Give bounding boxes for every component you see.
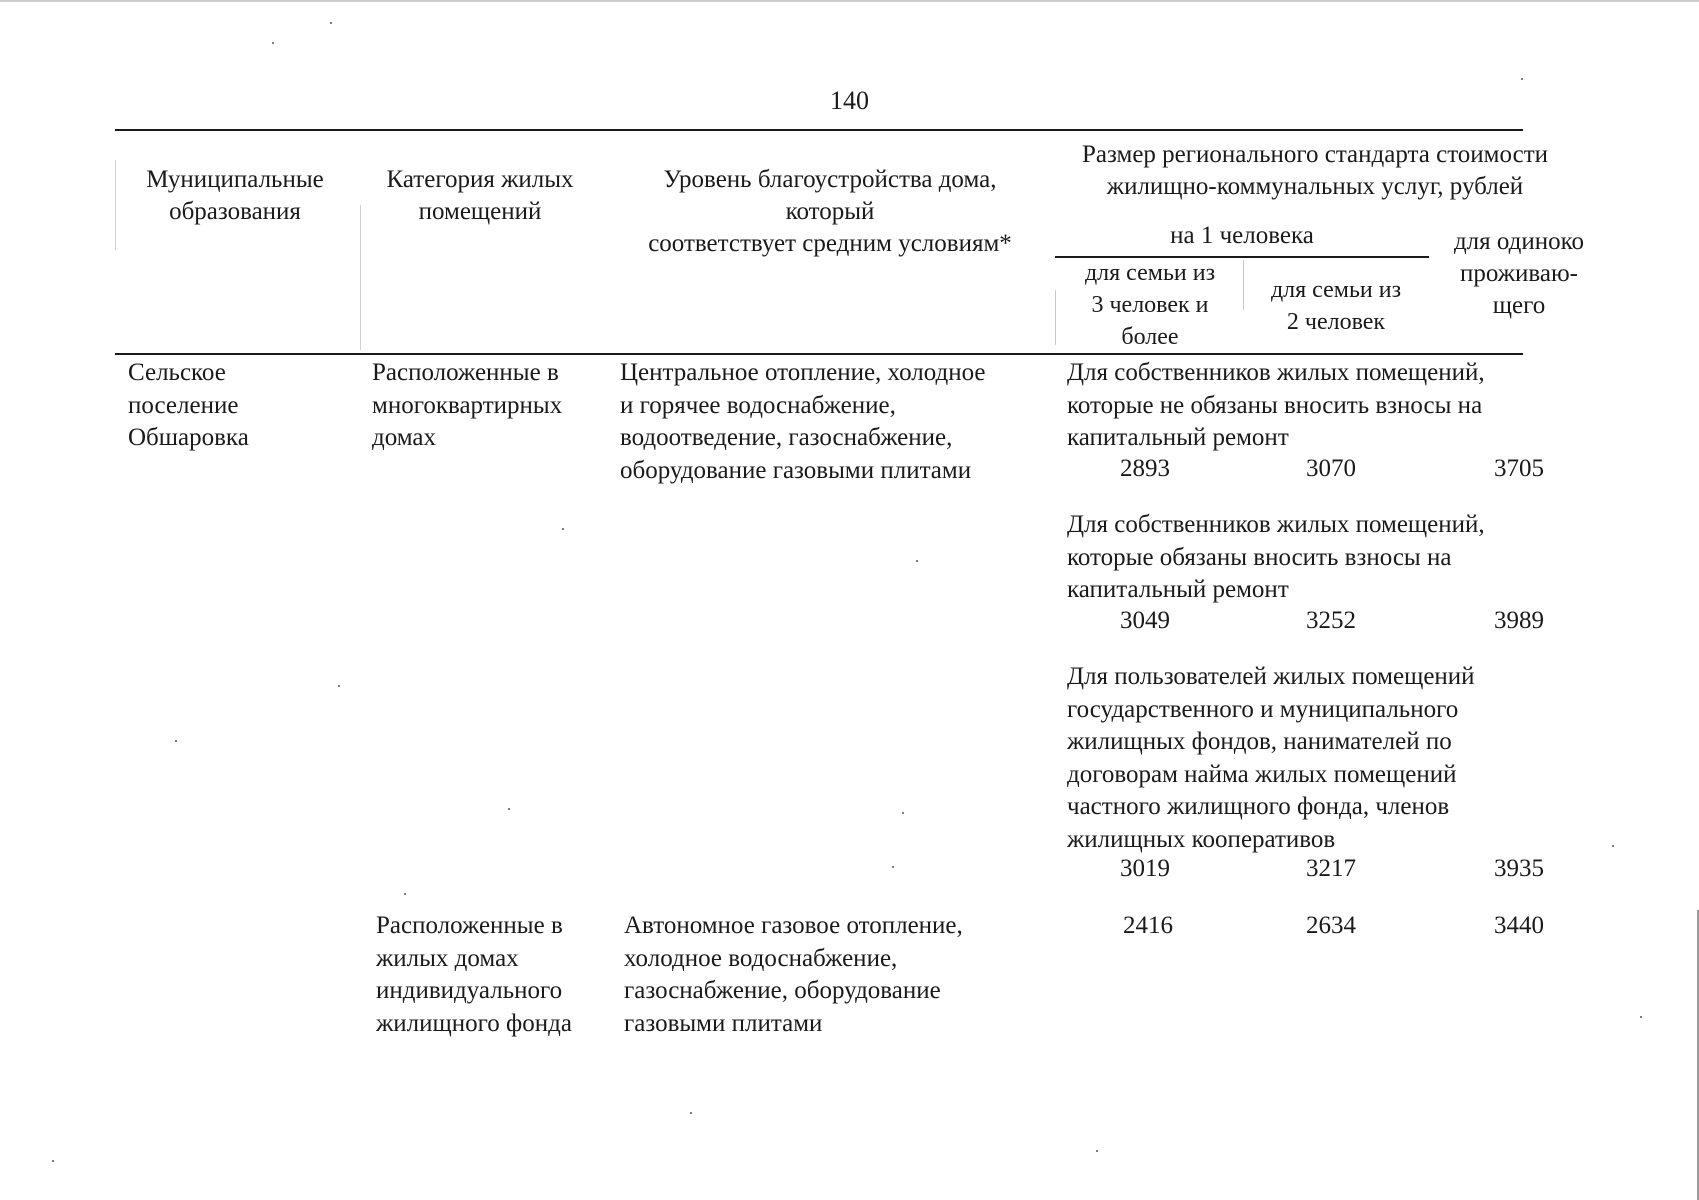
scan-speck (1096, 1150, 1098, 1152)
header-family-3 (1057, 257, 1243, 353)
category-line: жилищного фонда (376, 1009, 572, 1037)
column-separator (1055, 290, 1056, 345)
value-family2: 3217 (1306, 855, 1356, 882)
header-size-line: жилищно-коммунальных услуг, рублей (1106, 173, 1524, 200)
scan-speck (404, 893, 406, 895)
value-single: 3935 (1494, 855, 1544, 882)
value-family3: 2416 (1123, 912, 1173, 939)
scan-speck (272, 42, 274, 44)
header-family-2 (1243, 274, 1429, 338)
level-line: оборудование газовыми плитами (620, 456, 972, 484)
header-standard-size (1035, 139, 1595, 203)
scan-top-border (0, 0, 1699, 2)
row1-level (620, 357, 986, 487)
group-title-line: жилищных кооперативов (1067, 825, 1336, 853)
header-per-person: на 1 человека (1170, 222, 1314, 249)
scan-speck (1612, 845, 1614, 847)
value-family3: 3049 (1120, 607, 1170, 634)
value-single: 3989 (1494, 607, 1544, 634)
municipality-line: поселение (128, 391, 239, 419)
category-line: домах (372, 424, 436, 451)
scan-speck (902, 812, 904, 814)
scan-speck (690, 1112, 692, 1114)
header-municipal (120, 164, 350, 228)
scan-speck (916, 560, 918, 562)
header-single-line: проживаю- (1460, 260, 1578, 287)
column-separator (115, 160, 116, 250)
level-line: Центральное отопление, холодное (620, 359, 986, 386)
scan-speck (330, 22, 332, 24)
header-family3-line: для семьи из (1084, 260, 1216, 286)
row2-level (624, 910, 963, 1040)
group-title-line: которые не обязаны вносить взносы на (1067, 391, 1483, 419)
level-line: газовыми плитами (624, 1009, 823, 1037)
municipality-line: Сельское (128, 359, 226, 386)
municipality-line: Обшаровка (128, 424, 249, 451)
group-title-line: частного жилищного фонда, членов (1067, 793, 1450, 820)
category-line: Расположенные в (376, 912, 563, 939)
row2-category (376, 910, 572, 1040)
group-title-line: жилищных фондов, нанимателей по (1067, 728, 1452, 755)
scan-speck (892, 866, 894, 868)
level-line: холодное водоснабжение, (624, 944, 898, 972)
group-title-line: Для собственников жилых помещений, (1067, 511, 1485, 538)
group-title-no-capital-repair (1067, 357, 1485, 455)
level-line: Автономное газовое отопление, (624, 912, 963, 939)
header-family2-line: для семьи из (1270, 277, 1402, 303)
row1-category (372, 357, 562, 455)
value-family2: 3252 (1306, 607, 1356, 634)
level-line: газоснабжение, оборудование (624, 977, 941, 1004)
group-title-line: Для пользователей жилых помещений (1067, 663, 1475, 690)
scan-speck (1640, 1016, 1642, 1018)
header-municipal-line: Муниципальные (146, 166, 324, 193)
table-top-rule (115, 129, 1523, 131)
group-title-line: государственного и муниципального (1067, 695, 1459, 723)
column-separator (360, 205, 361, 350)
header-family3-line: 3 человек и (1091, 292, 1209, 318)
value-family3: 3019 (1120, 855, 1170, 882)
row1-municipality (128, 357, 249, 455)
group-title-capital-repair (1067, 509, 1485, 607)
category-line: жилых домах (376, 944, 519, 972)
header-level-line: соответствует средним условиям* (648, 230, 1012, 257)
group-title-tenants (1067, 661, 1475, 856)
group-title-line: договорам найма жилых помещений (1067, 760, 1457, 788)
value-single: 3440 (1494, 912, 1544, 939)
group-title-line: Для собственников жилых помещений, (1067, 359, 1485, 386)
header-single-line: для одиноко (1453, 228, 1585, 255)
category-line: многоквартирных (372, 391, 563, 419)
scan-speck (175, 740, 177, 742)
value-family2: 3070 (1306, 455, 1356, 482)
header-single (1429, 226, 1609, 322)
header-municipal-line: образования (169, 198, 301, 225)
header-category-line: Категория жилых (386, 166, 574, 193)
scan-speck (562, 528, 564, 530)
level-line: водоотведение, газоснабжение, (620, 424, 953, 451)
value-family2: 2634 (1306, 912, 1356, 939)
level-line: и горячее водоснабжение, (620, 391, 896, 419)
header-category (365, 164, 595, 228)
group-title-line: капитальный ремонт (1067, 424, 1289, 451)
scan-speck (52, 1160, 54, 1162)
header-level (610, 164, 1050, 260)
category-line: индивидуального (376, 977, 563, 1004)
category-line: Расположенные в (372, 359, 559, 386)
header-size-line: Размер регионального стандарта стоимости (1081, 141, 1549, 168)
value-family3: 2893 (1120, 455, 1170, 482)
value-single: 3705 (1494, 455, 1544, 482)
header-level-line: Уровень благоустройства дома, (663, 166, 997, 193)
group-title-line: капитальный ремонт (1067, 576, 1289, 603)
header-level-line: который (785, 198, 875, 225)
group-title-line: которые обязаны вносить взносы на (1067, 543, 1452, 571)
scan-speck (1521, 78, 1523, 80)
page-number: 140 (830, 86, 869, 115)
table-header-rule (115, 353, 1523, 355)
header-category-line: помещений (418, 198, 542, 225)
header-family2-line: 2 человек (1286, 309, 1386, 335)
scan-speck (338, 685, 340, 687)
scan-speck (508, 808, 510, 810)
header-single-line: щего (1492, 292, 1546, 319)
header-family3-line: более (1121, 324, 1179, 350)
